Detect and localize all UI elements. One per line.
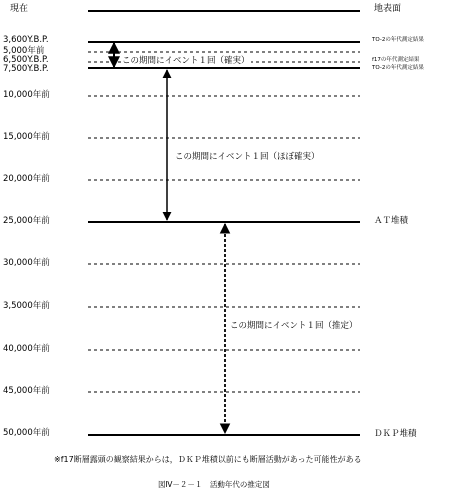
time-label-50000: 50,000年前 [3,428,50,438]
time-label-5000: 5,000年前 [3,46,45,56]
at-deposit-label: ＡＴ堆積 [374,216,409,226]
time-label-25000: 25,000年前 [3,216,50,226]
time-label-20000: 20,000年前 [3,174,50,184]
time-label-15000: 15,000年前 [3,132,50,142]
time-label-40000: 40,000年前 [3,344,50,354]
f17-result-label: f17の年代測定結果 [372,57,420,63]
observation-note: ※f17断層露頭の観察結果からは，ＤＫＰ堆積以前にも断層活動があった可能性がある [54,455,362,464]
to2-top-result-label: TO-2の年代測定結果 [372,37,424,43]
ground-surface-label: 地表面 [374,4,402,14]
time-label-30000: 30,000年前 [3,258,50,268]
time-label-35000: 3,5000年前 [3,301,50,311]
time-label-7500: 7,500Y.B.P. [3,64,49,74]
event-label-estimated: この期間にイベント１回（推定） [230,321,358,331]
figure-caption: 図Ⅳ－２－１ 活動年代の推定図 [158,480,270,489]
present-label: 現在 [10,4,29,14]
time-label-45000: 45,000年前 [3,386,50,396]
time-label-10000: 10,000年前 [3,90,50,100]
dkp-deposit-label: ＤＫＰ堆積 [374,429,417,439]
time-label-3600: 3,600Y.B.P. [3,35,49,45]
to2-bottom-result-label: TO-2の年代測定結果 [372,65,424,71]
event-label-almost-certain: この期間にイベント１回（ほぼ確実） [175,152,320,162]
event-label-certain: この期間にイベント１回（確実） [122,56,250,66]
time-label-6500: 6,500Y.B.P. [3,55,49,65]
